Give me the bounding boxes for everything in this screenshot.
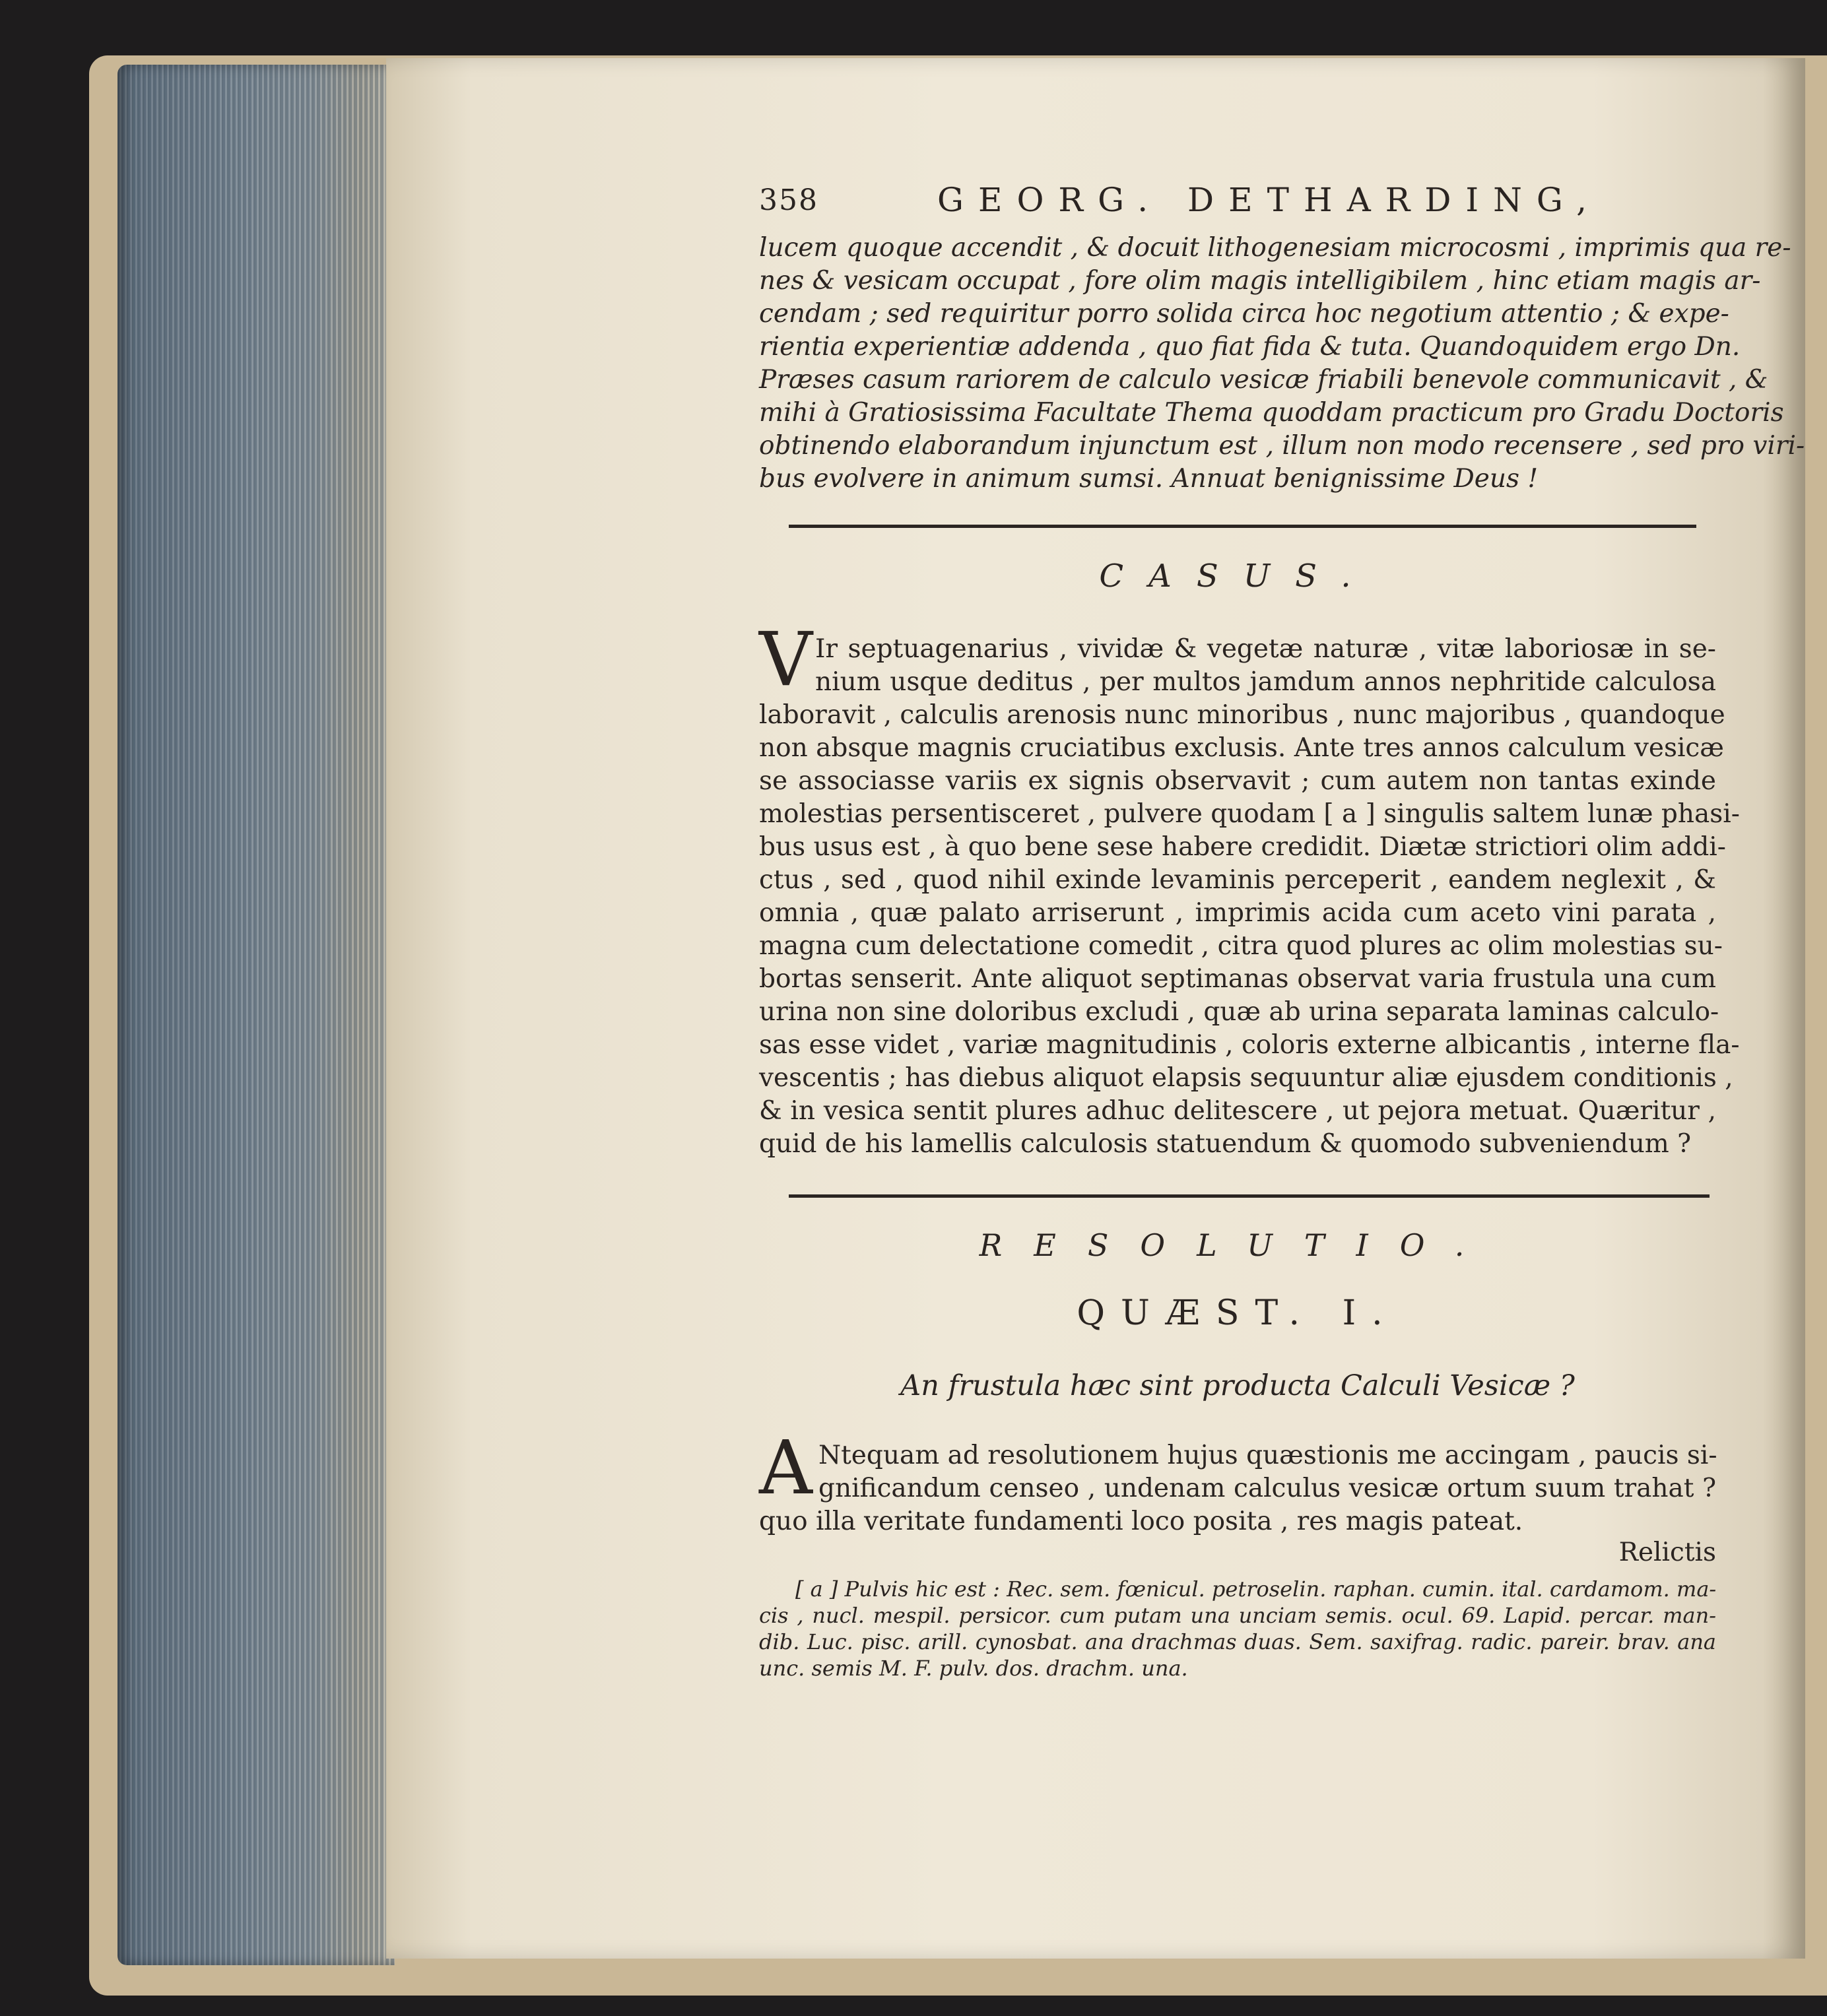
casus-line: urina non sine doloribus excludi , quæ ab urina separata laminas calculo-	[759, 997, 1719, 1027]
intro-line: obtinendo elaborandum injunctum est , illum non modo recensere , sed pro viri-	[759, 431, 1805, 461]
casus-line: Ir septuagenarius , vividæ & vegetæ naturæ , vitæ laboriosæ in se-	[815, 634, 1716, 664]
resolutio-heading: RESOLUTIO.	[979, 1227, 1496, 1263]
casus-line: molestias persentisceret , pulvere quodam [ a ] singulis saltem lunæ phasi-	[759, 799, 1740, 829]
intro-line: nes & vesicam occupat , fore olim magis intelligibilem , hinc etiam magis ar-	[759, 266, 1761, 296]
page-number: 358	[759, 183, 818, 217]
intro-line: cendam ; sed requiritur porro solida circa hoc negotium attentio ; & expe-	[759, 299, 1729, 329]
quaestio-heading: QUÆST. I.	[1077, 1293, 1399, 1333]
section-rule	[789, 525, 1696, 528]
casus-line: bortas senserit. Ante aliquot septimanas observat varia frustula una cum	[759, 964, 1716, 994]
footnote-line: cis , nucl. mespil. persicor. cum putam una unciam semis. ocul. 69. Lapid. percar. man-	[759, 1603, 1716, 1628]
footnote-line: [ a ] Pulvis hic est : Rec. sem. fœnicul. petroselin. raphan. cumin. ital. cardamom. ma-	[795, 1577, 1717, 1602]
casus-line: sas esse videt , variæ magnitudinis , coloris externe albicantis , interne fla-	[759, 1030, 1740, 1060]
drop-cap-v: V	[759, 617, 813, 703]
casus-line: omnia , quæ palato arriserunt , imprimis acida cum aceto vini parata ,	[759, 898, 1716, 928]
resolutio-line: Ntequam ad resolutionem hujus quæstionis me accingam , paucis si-	[818, 1441, 1717, 1470]
casus-line: laboravit , calculis arenosis nunc minoribus , nunc majoribus , quandoque	[759, 700, 1725, 730]
intro-line: mihi à Gratiosissima Facultate Thema quoddam practicum pro Gradu Doctoris	[759, 398, 1784, 428]
running-head-title: GEORG. DETHARDING,	[937, 181, 1601, 219]
intro-line: bus evolvere in animum sumsi. Annuat benignissime Deus !	[759, 464, 1539, 494]
casus-heading: CASUS.	[1099, 558, 1376, 595]
casus-line: ctus , sed , quod nihil exinde levaminis perceperit , eandem neglexit , &	[759, 865, 1716, 895]
drop-cap-a: A	[759, 1425, 813, 1511]
intro-line: lucem quoque accendit , & docuit lithogenesiam microcosmi , imprimis qua re-	[759, 233, 1791, 263]
footnote-line: dib. Luc. pisc. arill. cynosbat. ana drachmas duas. Sem. saxifrag. radic. pareir. brav. ana	[759, 1629, 1716, 1654]
footnote-line: unc. semis M. F. pulv. dos. drachm. una.	[759, 1656, 1188, 1681]
resolutio-line: quo illa veritate fundamenti loco posita , res magis pateat.	[759, 1507, 1523, 1536]
section-rule	[789, 1194, 1710, 1198]
casus-line: nium usque deditus , per multos jamdum annos nephritide calculosa	[815, 667, 1716, 697]
casus-line: vescentis ; has diebus aliquot elapsis sequuntur aliæ ejusdem conditionis ,	[759, 1063, 1733, 1093]
page-edge-fore-edge	[117, 65, 395, 1965]
casus-line: se associasse variis ex signis observavit ; cum autem non tantas exinde	[759, 766, 1716, 796]
running-header	[759, 178, 1716, 224]
casus-line: magna cum delectatione comedit , citra quod plures ac olim molestias su-	[759, 931, 1723, 961]
casus-line: bus usus est , à quo bene sese habere credidit. Diætæ strictiori olim addi-	[759, 832, 1726, 862]
catchword: Relictis	[1618, 1538, 1716, 1567]
quaestio-question: An frustula hæc sint producta Calculi Vesicæ ?	[900, 1369, 1575, 1402]
intro-line: Præses casum rariorem de calculo vesicæ friabili benevole communicavit , &	[759, 365, 1768, 395]
casus-line: & in vesica sentit plures adhuc delitescere , ut pejora metuat. Quæritur ,	[759, 1096, 1716, 1126]
resolutio-line: gnificandum censeo , undenam calculus vesicæ ortum suum trahat ?	[818, 1474, 1716, 1503]
casus-line: non absque magnis cruciatibus exclusis. Ante tres annos calculum vesicæ	[759, 733, 1724, 763]
intro-line: rientia experientiæ addenda , quo fiat fida & tuta. Quandoquidem ergo Dn.	[759, 332, 1741, 362]
casus-line: quid de his lamellis calculosis statuendum & quomodo subveniendum ?	[759, 1129, 1692, 1159]
